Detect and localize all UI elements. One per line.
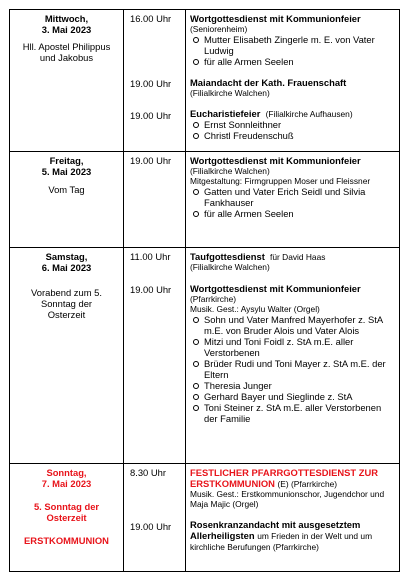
time-slot: 11.00 Uhr [130,251,171,262]
event-title: Wortgottesdienst mit Kommunionfeier [190,13,361,24]
day-name: Sonntag, [46,467,87,478]
event-title-note: (Filialkirche Aufhausen) [265,109,353,119]
time-slot: 19.00 Uhr [130,521,172,532]
day-cell [10,10,124,152]
intention-item: Toni Steiner z. StA m.E. aller Verstorbenen der Familie [190,402,396,424]
event-title: FESTLICHER PFARRGOTTESDIENST ZUR ERSTKOMMUNION [190,467,379,489]
time-slot: 16.00 Uhr [130,13,172,24]
event-title: Taufgottesdienst [190,251,265,262]
intention-list [190,34,396,67]
intention-item: Sohn und Vater Manfred Mayerhofer z. StA m.E. von Bruder Alois und Vater Alois [190,314,396,336]
event-location: (Seniorenheim) [190,24,248,34]
intention-item: Mutter Elisabeth Zingerle m. E. von Vater Ludwig [190,34,396,56]
event-location: (Filialkirche Walchen) [190,262,270,272]
day-cell [10,464,124,572]
intention-item: Brüder Rudi und Toni Mayer z. StA m.E. der Eltern [190,358,396,380]
event-note: Musik. Gest.: Aysylu Walter (Orgel) [190,304,320,314]
events-cell [186,152,400,248]
event [190,77,396,98]
schedule-table [9,9,400,572]
event [190,108,396,141]
event-title: Wortgottesdienst mit Kommunionfeier [190,155,361,166]
event-title: Wortgottesdienst mit Kommunionfeier [190,283,361,294]
event [190,283,396,424]
day-row-saturday [10,248,400,464]
time-slot: 19.00 Uhr [130,78,172,89]
event-note: Musik. Gest.: Erstkommunionschor, Jugendchor und Maja Majic (Orgel) [190,489,385,509]
day-date: 7. Mai 2023 [41,478,92,489]
day-subtitle: Vom Tag [48,184,85,195]
day-date: 5. Mai 2023 [41,166,92,177]
intention-item: Gerhard Bayer und Sieglinde z. StA [190,391,396,402]
event-location: (Pfarrkirche) [190,294,237,304]
events-cell [186,464,400,572]
event-title: Eucharistiefeier [190,108,261,119]
day-highlight: ERSTKOMMUNION [24,535,109,546]
time-slot: 8.30 Uhr [130,467,166,478]
event [190,13,396,67]
day-date: 3. Mai 2023 [41,24,92,35]
day-cell [10,152,124,248]
time-cell [124,464,186,572]
day-subtitle: Hll. Apostel Philippus und Jakobus [22,41,111,63]
day-name: Mittwoch, [44,13,89,24]
intention-list [190,186,396,219]
time-cell [124,248,186,464]
events-cell [186,248,400,464]
time-slot: 19.00 Uhr [130,284,172,295]
intention-item: Christl Freudenschuß [190,130,396,141]
event-title: Maiandacht der Kath. Frauenschaft [190,77,347,88]
event-location: (Filialkirche Walchen) [190,166,270,176]
event-note: Mitgestaltung: Firmgruppen Moser und Fleissner [190,176,371,186]
day-cell [10,248,124,464]
event-title-note: um Frieden in der Welt und um kirchliche Berufungen (Pfarrkirche) [190,531,373,552]
intention-list [190,314,396,424]
intention-item: Gatten und Vater Erich Seidl und Silvia Fankhauser [190,186,396,208]
day-row-sunday [10,464,400,572]
event [190,251,396,272]
intention-item: Ernst Sonnleithner [190,119,396,130]
intention-item: für alle Armen Seelen [190,56,396,67]
time-cell [124,10,186,152]
time-slot: 19.00 Uhr [130,110,172,121]
intention-item: Theresia Junger [190,380,396,391]
event-title-note: (E) (Pfarrkirche) [277,479,338,489]
event [190,519,396,552]
day-date: 6. Mai 2023 [41,262,92,273]
event-title: Rosenkranzandacht mit ausgesetztem Allerheiligsten [190,519,361,541]
day-row-friday [10,152,400,248]
event-location: (Filialkirche Walchen) [190,88,270,98]
event [190,155,396,219]
day-name: Freitag, [49,155,84,166]
events-cell [186,10,400,152]
event-title-note: für David Haas [270,252,326,262]
intention-item: für alle Armen Seelen [190,208,396,219]
day-subtitle: Vorabend zum 5. Sonntag der Osterzeit [31,287,102,320]
time-slot: 19.00 Uhr [130,155,172,166]
time-cell [124,152,186,248]
day-row-wednesday [10,10,400,152]
day-name: Samstag, [45,251,88,262]
day-subtitle: 5. Sonntag der Osterzeit [33,501,100,523]
intention-item: Mitzi und Toni Foidl z. StA m.E. aller Verstorbenen [190,336,396,358]
event [190,467,396,509]
intention-list [190,119,396,141]
